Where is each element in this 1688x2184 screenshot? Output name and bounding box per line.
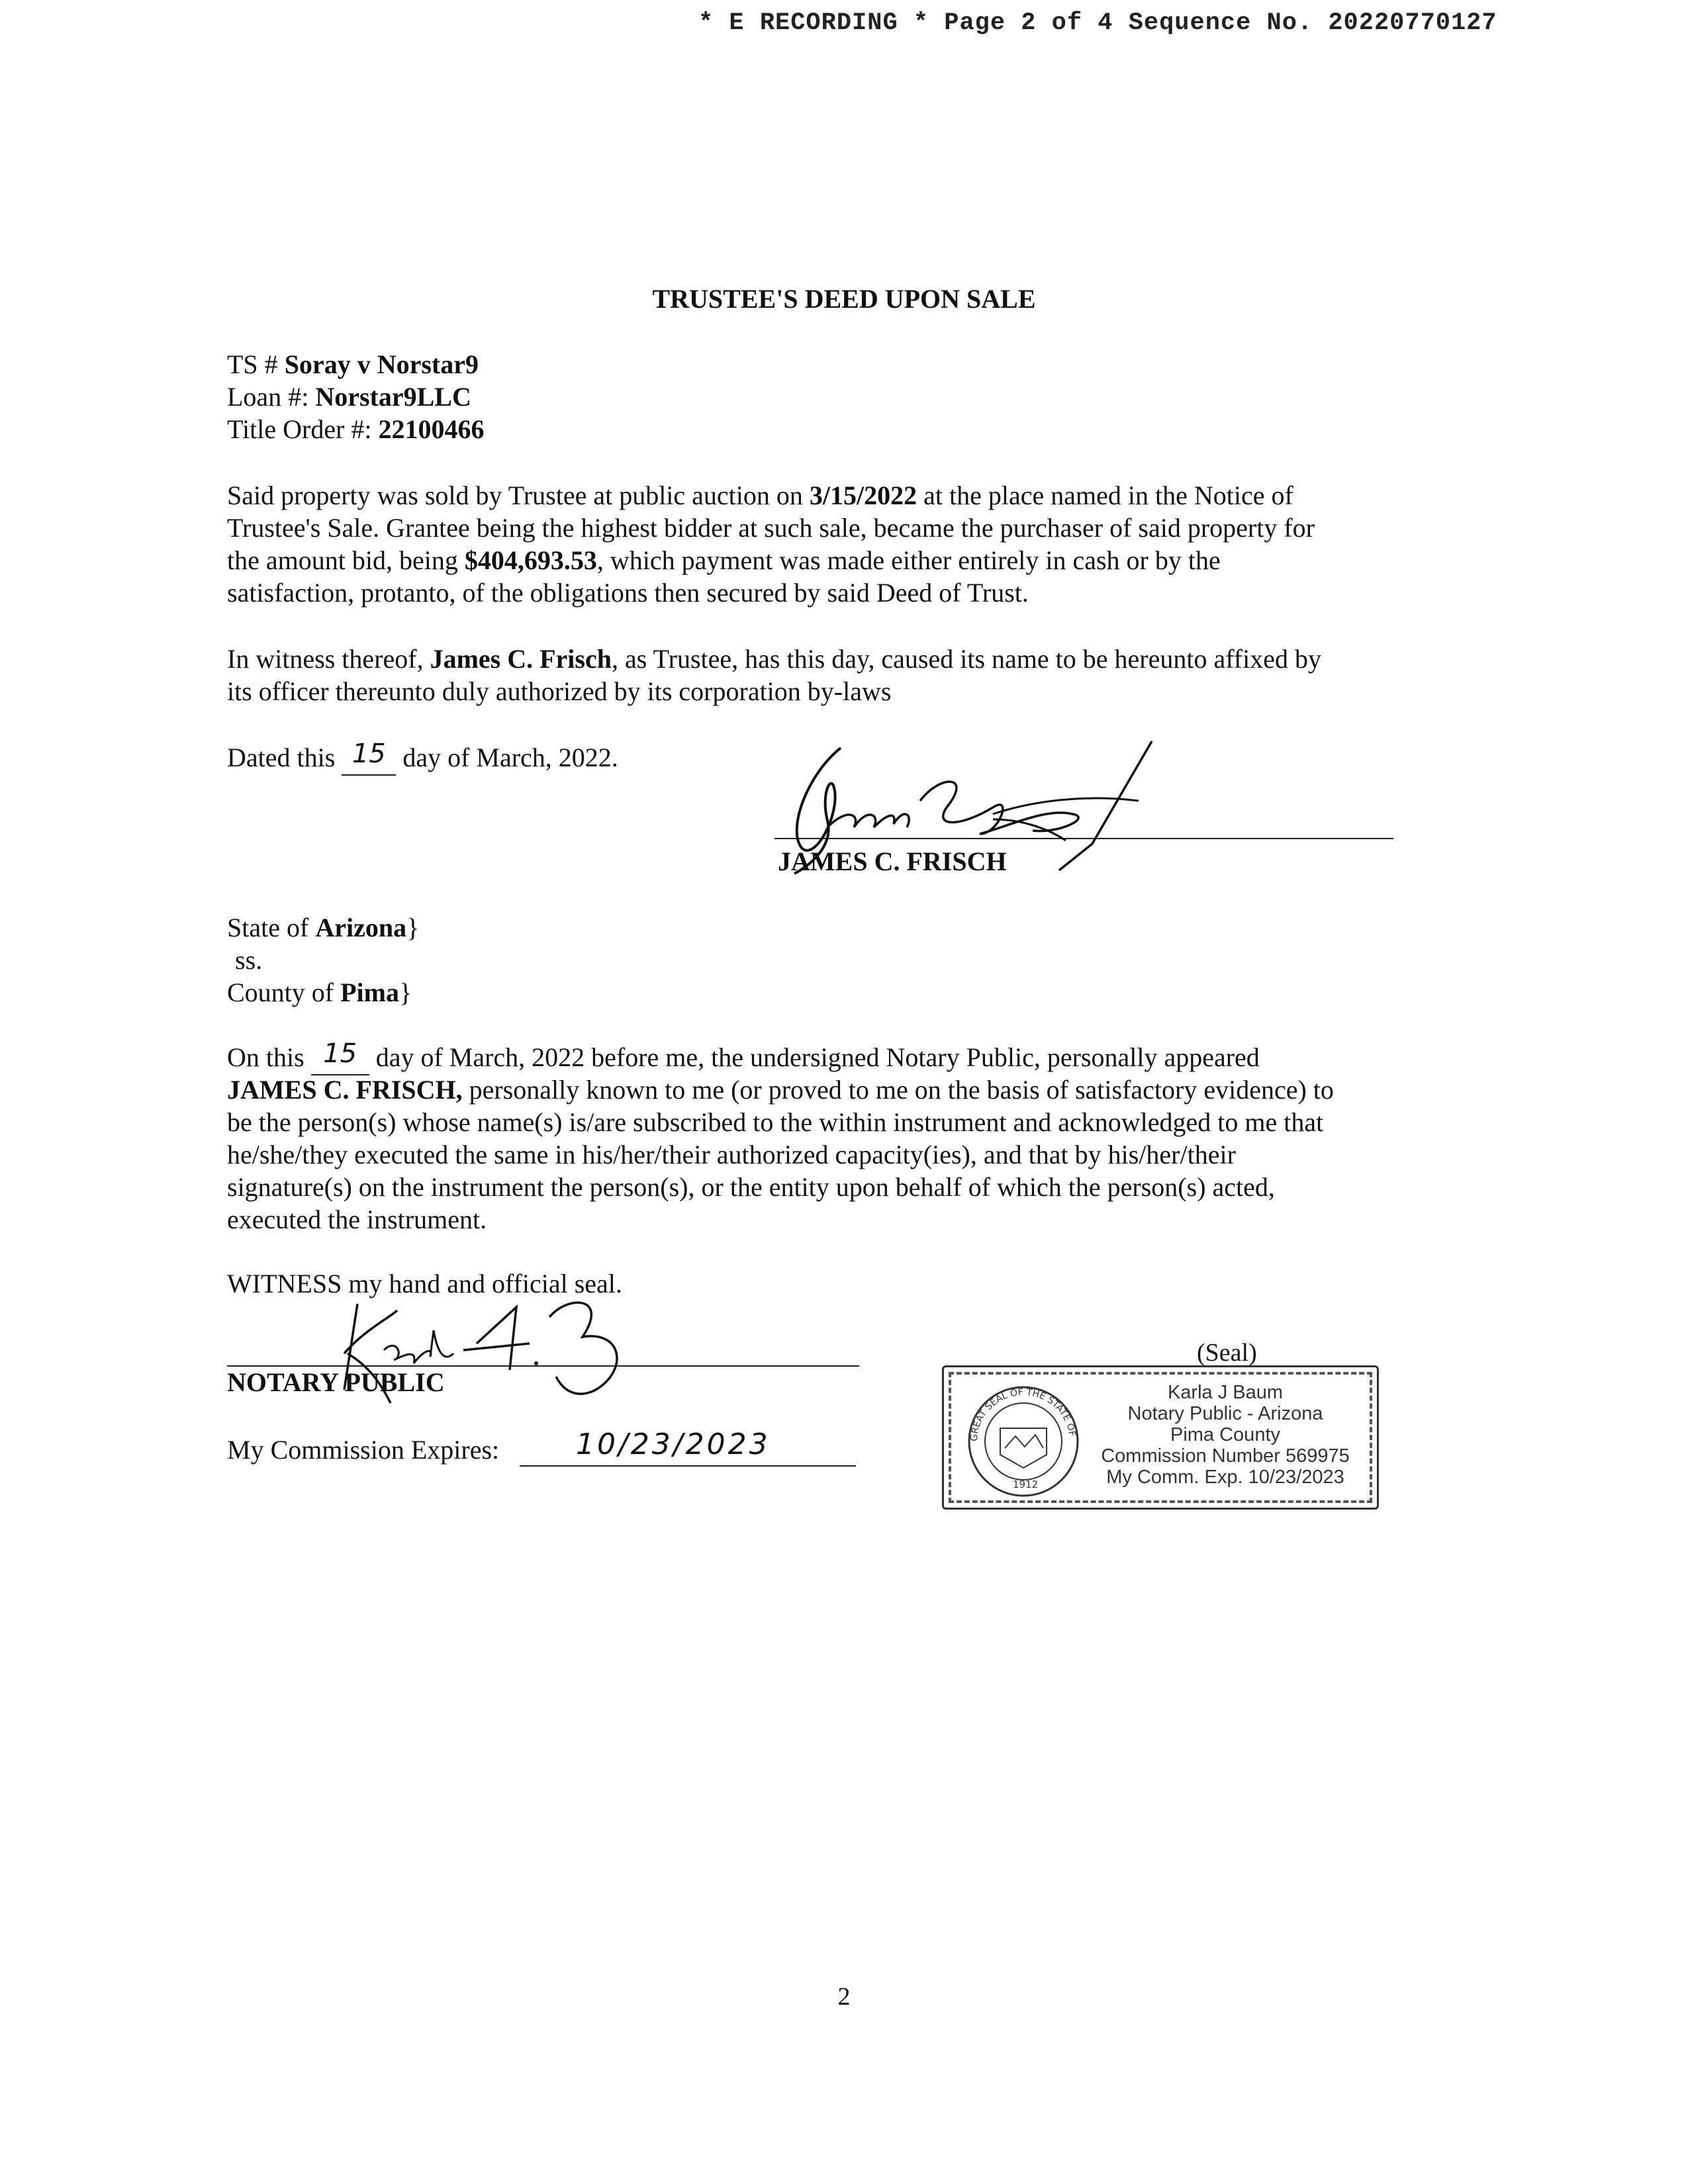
notary-day-blank xyxy=(311,1038,369,1075)
trustee-signature-name: JAMES C. FRISCH xyxy=(778,846,1007,876)
notary-para-line2 xyxy=(227,1073,1334,1106)
para2-text: , as Trustee, has this day, caused its name to be hereunto affixed by xyxy=(612,644,1321,674)
para1-line4: satisfaction, protanto, of the obligations then secured by said Deed of Trust. xyxy=(227,578,1029,608)
notary-para-line6: executed the instrument. xyxy=(227,1205,487,1234)
seal-notary-title: Notary Public - Arizona xyxy=(1127,1403,1323,1424)
notary-public-label: NOTARY PUBLIC xyxy=(227,1367,445,1397)
seal-county: Pima County xyxy=(1170,1424,1280,1445)
notary-para-text: day of March, 2022 before me, the undersigned Notary Public, personally appeared xyxy=(369,1042,1260,1072)
para1-text: at the place named in the Notice of xyxy=(917,480,1293,510)
dated-day-handwritten: 15 xyxy=(352,739,386,769)
notary-para-line1 xyxy=(227,1038,1260,1075)
seal-caption: (Seal) xyxy=(1197,1339,1257,1367)
seal-notary-name: Karla J Baum xyxy=(1167,1382,1284,1403)
ts-label: TS # xyxy=(227,349,285,379)
loan-value: Norstar9LLC xyxy=(315,382,471,412)
para2-text: In witness thereof, xyxy=(227,644,430,674)
county-label: County of xyxy=(227,978,341,1007)
para1-line3 xyxy=(227,544,1221,576)
seal-commission-number: Commission Number 569975 xyxy=(1101,1445,1350,1467)
seal-emblem-year: 1912 xyxy=(1013,1479,1039,1490)
notary-para-line5: signature(s) on the instrument the person(s), or the entity upon behalf of which the person(s) acted, xyxy=(227,1172,1275,1202)
para1-text: , which payment was made either entirely in cash or by the xyxy=(596,545,1221,575)
state-seal-emblem xyxy=(960,1374,1083,1501)
appearing-person: JAMES C. FRISCH, xyxy=(227,1075,463,1105)
trustee-name: James C. Frisch xyxy=(430,644,612,674)
dated-line xyxy=(227,741,618,776)
commission-date-handwritten: 10/23/2023 xyxy=(576,1428,771,1461)
para1-text: the amount bid, being xyxy=(227,545,465,575)
county-value: Pima xyxy=(340,978,399,1007)
sale-date: 3/15/2022 xyxy=(809,480,917,510)
para2-line1 xyxy=(227,643,1321,675)
seal-text-block xyxy=(1080,1382,1371,1488)
state-value: Arizona xyxy=(315,913,407,942)
dated-day-blank xyxy=(342,741,396,776)
dated-suffix: day of March, 2022. xyxy=(396,743,618,772)
page-number: 2 xyxy=(837,1983,851,2011)
para2-line2: its officer thereunto duly authorized by its corporation by-laws xyxy=(227,676,892,706)
notary-day-handwritten: 15 xyxy=(323,1038,357,1069)
ts-value: Soray v Norstar9 xyxy=(284,349,479,379)
notary-para-text: personally known to me (or proved to me on the basis of satisfactory evidence) to xyxy=(462,1075,1334,1105)
notary-para-line4: he/she/they executed the same in his/her/their authorized capacity(ies), and that by his/her/their xyxy=(227,1140,1236,1169)
witness-line: WITNESS my hand and official seal. xyxy=(227,1269,622,1298)
para1-line2: Trustee's Sale. Grantee being the highest bidder at such sale, became the purchaser of said property for xyxy=(227,513,1315,543)
commission-label: My Commission Expires: xyxy=(227,1435,500,1465)
seal-emblem-text: GREAT SEAL OF THE STATE OF ARIZONA xyxy=(960,1374,1078,1442)
state-line xyxy=(227,911,419,944)
title-order-value: 22100466 xyxy=(378,414,485,444)
bid-amount: $404,693.53 xyxy=(464,545,597,575)
ss-line: ss. xyxy=(235,945,263,975)
seal-expiry: My Comm. Exp. 10/23/2023 xyxy=(1106,1467,1344,1488)
county-line xyxy=(227,976,412,1009)
para1-line1 xyxy=(227,479,1293,512)
notary-seal-stamp xyxy=(942,1365,1379,1510)
loan-line xyxy=(227,381,471,413)
notary-para-line3: be the person(s) whose name(s) is/are subscribed to the within instrument and acknowledged to me that xyxy=(227,1107,1324,1137)
recording-header: * E RECORDING * Page 2 of 4 Sequence No. 20220770127 xyxy=(698,9,1497,37)
title-order-line xyxy=(227,413,485,445)
ts-line xyxy=(227,348,479,381)
loan-label: Loan #: xyxy=(227,382,316,412)
notary-para-text: On this xyxy=(227,1042,311,1072)
commission-date-line xyxy=(520,1465,856,1467)
dated-prefix: Dated this xyxy=(227,743,342,772)
state-brace: } xyxy=(406,913,420,942)
document-title: TRUSTEE'S DEED UPON SALE xyxy=(652,284,1036,314)
para1-text: Said property was sold by Trustee at public auction on xyxy=(227,480,810,510)
state-label: State of xyxy=(227,913,316,942)
county-brace: } xyxy=(399,978,412,1007)
title-order-label: Title Order #: xyxy=(227,414,379,444)
